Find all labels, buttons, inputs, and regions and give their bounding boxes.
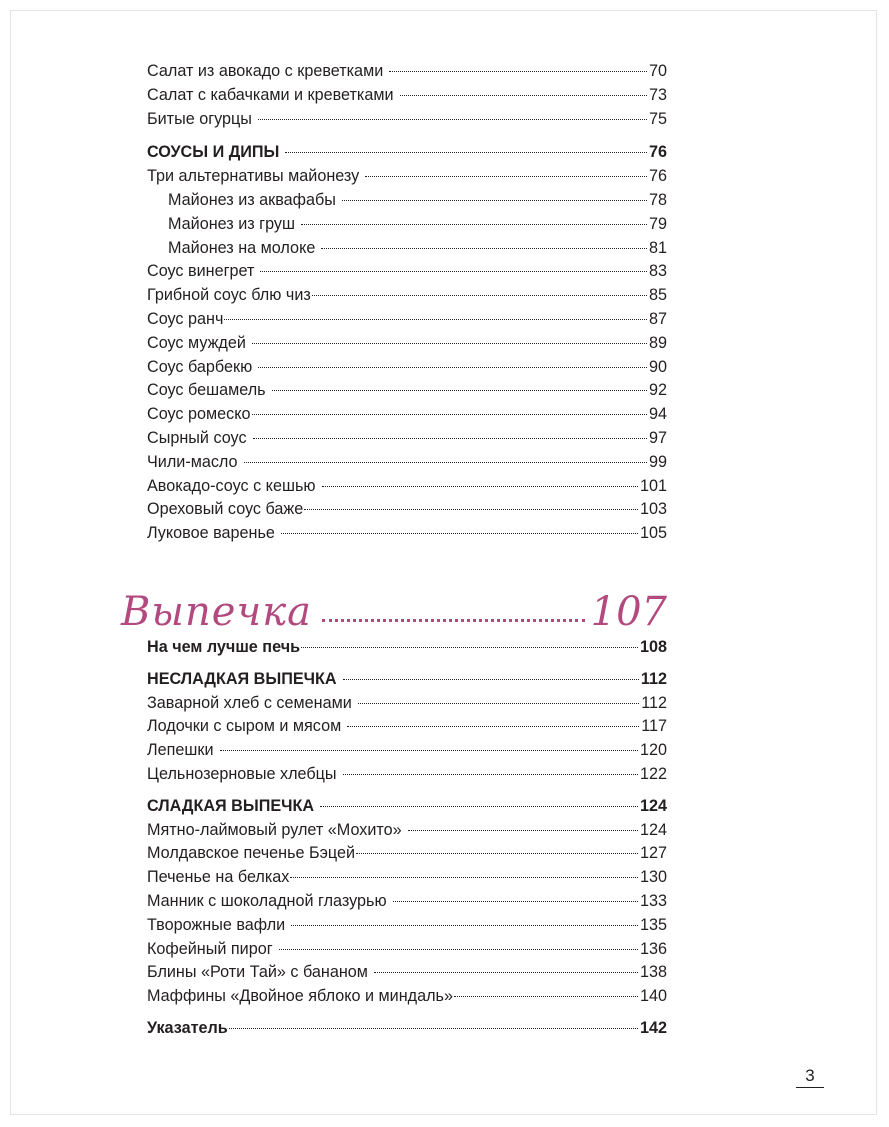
leader-dots	[285, 152, 647, 153]
leader-dots	[389, 71, 647, 72]
toc-entry[interactable]	[147, 108, 667, 132]
toc-entry[interactable]	[147, 498, 667, 522]
toc-entry-title: Чили-масло	[147, 452, 238, 471]
leader-dots	[454, 996, 638, 997]
leader-dots	[220, 750, 638, 751]
toc-entry-title: Майонез из груш	[168, 214, 295, 233]
leader-dots	[301, 224, 647, 225]
toc-entry-page: 103	[639, 500, 667, 519]
toc-entry-page: 83	[648, 262, 667, 281]
toc-entry-title: Заварной хлеб с семенами	[147, 693, 352, 712]
toc-entry[interactable]	[147, 914, 667, 938]
toc-entry[interactable]	[147, 237, 667, 261]
toc-entry-page: 99	[648, 452, 667, 471]
leader-dots	[343, 679, 639, 680]
toc-entry-page: 75	[648, 109, 667, 128]
toc-entry-page: 112	[641, 693, 667, 712]
toc-entry-page: 89	[648, 333, 667, 352]
toc-entry-title: Битые огурцы	[147, 109, 252, 128]
leader-dots	[393, 901, 638, 902]
toc-entry-title: Майонез на молоке	[168, 238, 316, 257]
toc-entry-title: Блины «Роти Тай» с бананом	[147, 963, 368, 982]
leader-dots	[321, 248, 647, 249]
toc-entry-title: Луковое варенье	[147, 524, 275, 543]
leader-dots	[408, 830, 638, 831]
toc-entry-page: 122	[639, 764, 667, 783]
leader-dots	[290, 877, 638, 878]
leader-dots	[347, 726, 639, 727]
toc-entry-page: 105	[639, 524, 667, 543]
leader-dots	[258, 367, 647, 368]
toc-entry-title: Салат с кабачками и креветками	[147, 85, 394, 104]
toc-entry[interactable]	[147, 938, 667, 962]
toc-entry[interactable]	[147, 84, 667, 108]
toc-entry-page: 76	[648, 167, 667, 186]
toc-entry-title: Авокадо-соус с кешью	[147, 476, 316, 495]
leader-dots	[343, 774, 638, 775]
leader-dots	[244, 462, 647, 463]
toc-entry[interactable]	[147, 403, 667, 427]
toc-entry-title: Лепешки	[147, 741, 214, 760]
toc-entry[interactable]	[147, 985, 667, 1009]
toc-entry-title: Ореховый соус баже	[147, 500, 304, 519]
toc-entry-title: Указатель	[147, 1018, 228, 1037]
toc-entry[interactable]	[147, 636, 667, 660]
page-number: 3	[796, 1066, 824, 1088]
table-of-contents	[121, 60, 667, 1041]
toc-entry[interactable]	[147, 866, 667, 890]
toc-entry[interactable]	[147, 451, 667, 475]
toc-entry-page: 94	[648, 405, 667, 424]
toc-entry[interactable]	[147, 332, 667, 356]
toc-entry-page: 101	[639, 476, 667, 495]
toc-entry-title: Сырный соус	[147, 428, 247, 447]
toc-entry-page: 120	[639, 741, 667, 760]
leader-dots	[312, 295, 647, 296]
toc-entry[interactable]	[147, 379, 667, 403]
toc-entry-page: 133	[639, 891, 667, 910]
toc-subsection-heading[interactable]	[147, 668, 667, 692]
toc-entry-title: Соус винегрет	[147, 262, 255, 281]
toc-entry-page: 117	[641, 717, 667, 736]
toc-entry-index[interactable]	[147, 1017, 667, 1041]
toc-entry[interactable]	[147, 308, 667, 332]
toc-entry-page: 81	[648, 238, 667, 257]
toc-entry-title: Молдавское печенье Бэцей	[147, 844, 356, 863]
toc-entry[interactable]	[147, 427, 667, 451]
toc-entry-title: Манник с шоколадной глазурью	[147, 891, 387, 910]
toc-entry[interactable]	[147, 715, 667, 739]
section-leader-dots	[322, 619, 585, 622]
section-heading-baking[interactable]	[121, 570, 667, 634]
toc-entry-title: Лодочки с сыром и мясом	[147, 717, 342, 736]
toc-entry-title: Мятно-лаймовый рулет «Мохито»	[147, 820, 402, 839]
toc-entry-title: Творожные вафли	[147, 915, 286, 934]
toc-entry-title: Грибной соус блю чиз	[147, 286, 311, 305]
leader-dots	[252, 414, 647, 415]
leader-dots	[291, 925, 638, 926]
toc-entry-page: 108	[639, 637, 667, 656]
toc-entry-title: Печенье на белках	[147, 868, 290, 887]
toc-entry-page: 112	[640, 669, 667, 688]
toc-entry[interactable]	[147, 356, 667, 380]
toc-entry[interactable]	[147, 284, 667, 308]
toc-entry-title: СОУСЫ И ДИПЫ	[147, 143, 280, 162]
toc-entry[interactable]	[147, 890, 667, 914]
toc-entry-page: 127	[639, 844, 667, 863]
toc-entry[interactable]	[147, 692, 667, 716]
toc-entry[interactable]	[147, 260, 667, 284]
leader-dots	[252, 343, 647, 344]
leader-dots	[224, 319, 647, 320]
toc-entry-title: Кофейный пирог	[147, 939, 273, 958]
toc-entry-title: На чем лучше печь	[147, 637, 301, 656]
toc-entry-page: 135	[639, 915, 667, 934]
leader-dots	[358, 703, 639, 704]
toc-subsection-heading[interactable]	[147, 141, 667, 165]
toc-entry-page: 142	[639, 1018, 667, 1037]
toc-entry-page: 78	[648, 190, 667, 209]
toc-entry[interactable]	[147, 189, 667, 213]
toc-entry-page: 70	[648, 62, 667, 80]
leader-dots	[281, 533, 638, 534]
toc-entry-title: Майонез из аквафабы	[168, 190, 336, 209]
toc-entry-title: Соус барбекю	[147, 357, 253, 376]
toc-entry-page: 97	[648, 428, 667, 447]
toc-entry-title: Соус ромеско	[147, 405, 251, 424]
toc-entry[interactable]	[147, 522, 667, 546]
section-title: Выпечка	[121, 588, 313, 635]
toc-entry[interactable]	[147, 739, 667, 763]
toc-entry-title: НЕСЛАДКАЯ ВЫПЕЧКА	[147, 669, 337, 688]
leader-dots	[301, 647, 638, 648]
toc-entry-page: 124	[639, 820, 667, 839]
toc-subsection-heading[interactable]	[147, 795, 667, 819]
toc-entry[interactable]	[147, 165, 667, 189]
toc-entry-title: Соус муждей	[147, 333, 246, 352]
toc-entry-page: 130	[639, 868, 667, 887]
leader-dots	[374, 972, 638, 973]
toc-entry-page: 136	[639, 939, 667, 958]
toc-entry-page: 76	[648, 143, 667, 162]
leader-dots	[260, 271, 647, 272]
toc-entry[interactable]	[147, 763, 667, 787]
toc-entry[interactable]	[147, 842, 667, 866]
toc-entry-title: Три альтернативы майонезу	[147, 167, 360, 186]
leader-dots	[365, 176, 647, 177]
toc-entry-title: Салат из авокадо с креветками	[147, 62, 384, 80]
toc-entry-page: 90	[648, 357, 667, 376]
leader-dots	[229, 1028, 638, 1029]
toc-entry-title: Соус бешамель	[147, 381, 266, 400]
toc-entry-page: 79	[648, 214, 667, 233]
toc-entry[interactable]	[147, 475, 667, 499]
toc-entry-page: 138	[639, 963, 667, 982]
toc-entry[interactable]	[147, 819, 667, 843]
toc-entry-title: Цельнозерновые хлебцы	[147, 764, 337, 783]
toc-entry[interactable]	[147, 60, 667, 84]
toc-entry-page: 140	[639, 987, 667, 1006]
leader-dots	[258, 119, 647, 120]
toc-entry[interactable]	[147, 961, 667, 985]
toc-entry-title: Маффины «Двойное яблоко и миндаль»	[147, 987, 453, 1006]
toc-entry-title: СЛАДКАЯ ВЫПЕЧКА	[147, 796, 315, 815]
toc-entry-page: 92	[648, 381, 667, 400]
toc-entry[interactable]	[147, 213, 667, 237]
leader-dots	[304, 509, 638, 510]
toc-entry-page: 85	[648, 286, 667, 305]
toc-entry-page: 124	[639, 796, 667, 815]
toc-entry-title: Соус ранч	[147, 309, 224, 328]
leader-dots	[320, 806, 638, 807]
leader-dots	[279, 949, 638, 950]
section-page: 107	[590, 588, 667, 635]
toc-entry-page: 87	[648, 309, 667, 328]
toc-entry-page: 73	[648, 85, 667, 104]
leader-dots	[342, 200, 647, 201]
leader-dots	[253, 438, 647, 439]
leader-dots	[400, 95, 647, 96]
leader-dots	[272, 390, 647, 391]
leader-dots	[356, 853, 638, 854]
leader-dots	[322, 486, 638, 487]
